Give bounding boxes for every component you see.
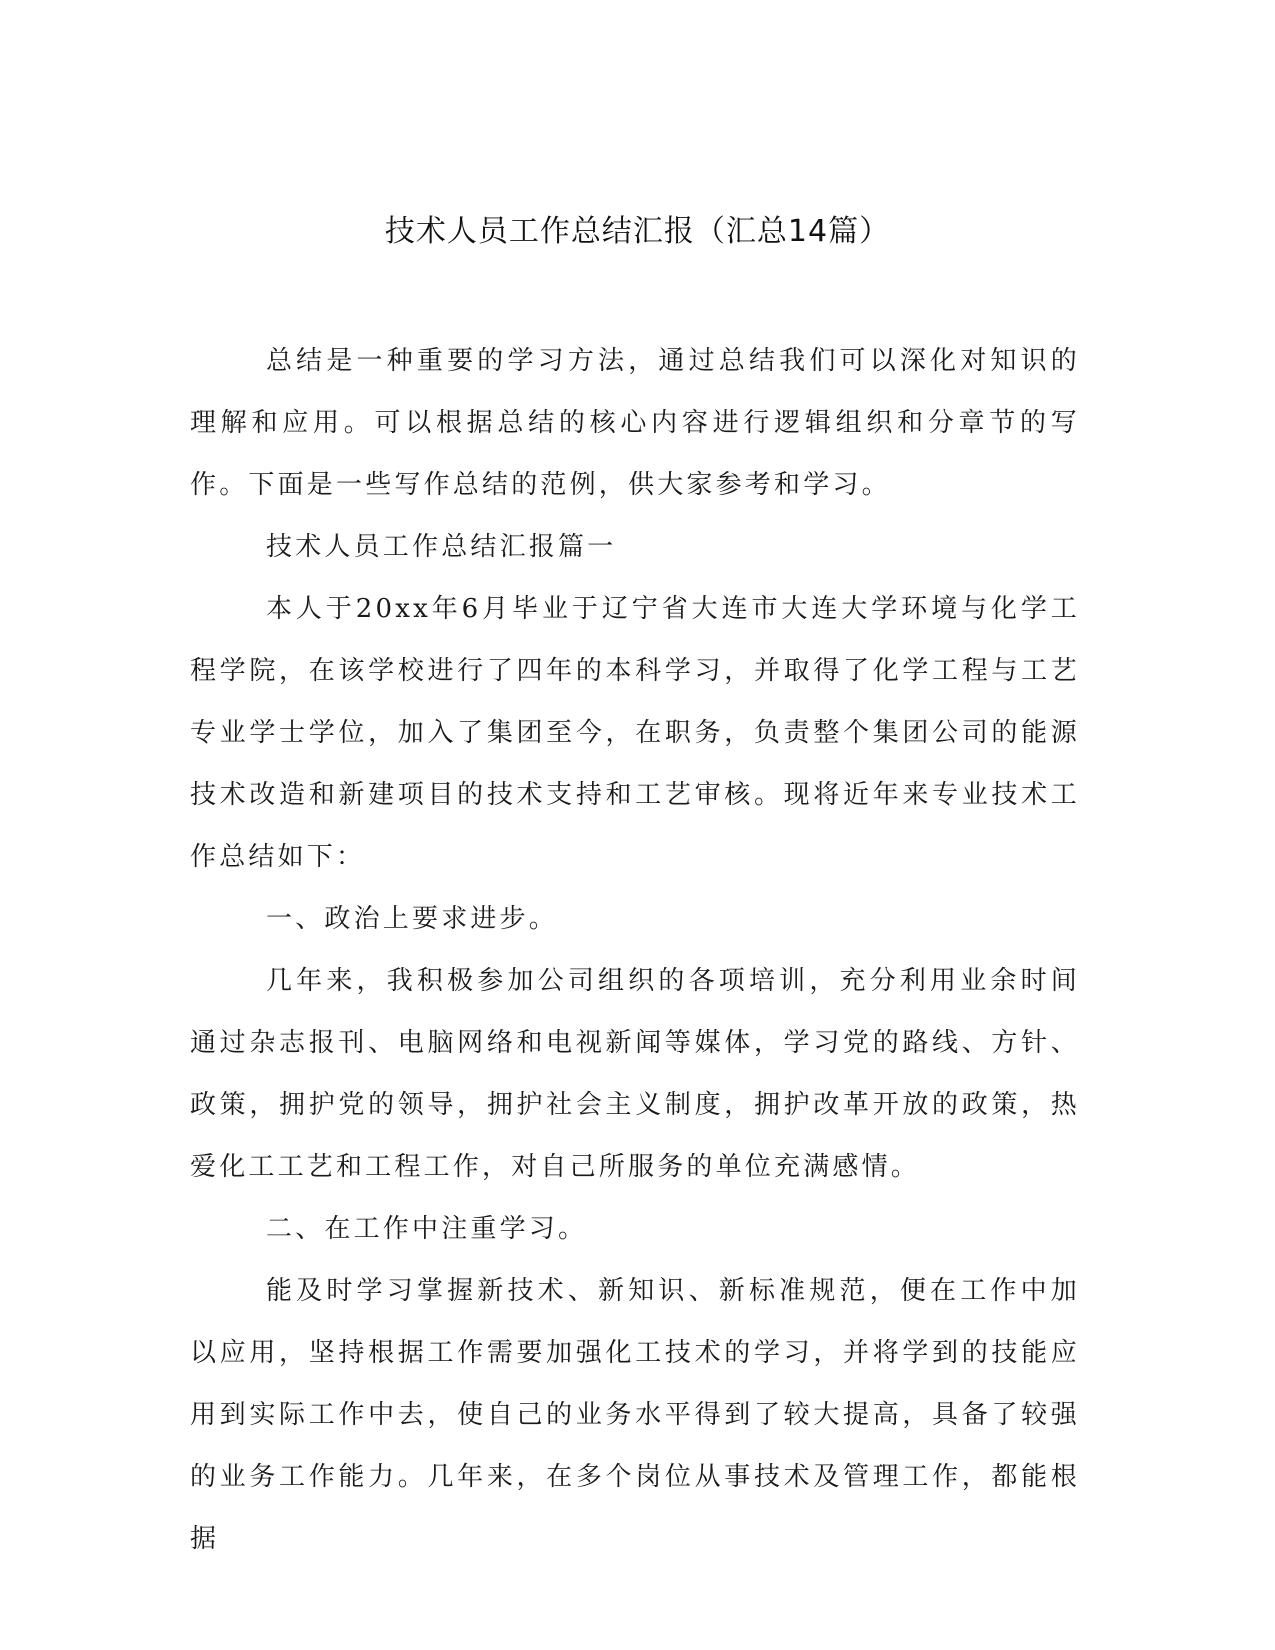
intro-paragraph: 总结是一种重要的学习方法，通过总结我们可以深化对知识的理解和应用。可以根据总结的核心内容进行逻辑组织和分章节的写作。下面是一些写作总结的范例，供大家参考和学习。 [190, 346, 1080, 500]
document-title: 技术人员工作总结汇报（汇总14篇） [384, 214, 891, 249]
section-heading-learning: 二、在工作中注重学习。 [266, 1214, 588, 1244]
document-body [190, 330, 1080, 1570]
politics-paragraph: 几年来，我积极参加公司组织的各项培训，充分利用业余时间通过杂志报刊、电脑网络和电视新闻等媒体，学习党的路线、方针、政策，拥护党的领导，拥护社会主义制度，拥护改革开放的政策，热爱化工工艺和工程工作，对自己所服务的单位充满感情。 [190, 966, 1080, 1182]
background-paragraph: 本人于20xx年6月毕业于辽宁省大连市大连大学环境与化学工程学院，在该学校进行了四年的本科学习，并取得了化学工程与工艺专业学士学位，加入了集团至今，在职务，负责整个集团公司的能源技术改造和新建项目的技术支持和工艺审核。现将近年来专业技术工作总结如下： [190, 594, 1080, 872]
section-heading-politics: 一、政治上要求进步。 [266, 904, 559, 934]
learning-paragraph: 能及时学习掌握新技术、新知识、新标准规范，便在工作中加以应用，坚持根据工作需要加强化工技术的学习，并将学到的技能应用到实际工作中去，使自己的业务水平得到了较大提高，具备了较强的业务工作能力。几年来，在多个岗位从事技术及管理工作，都能根据 [190, 1276, 1080, 1554]
section-heading-part-one: 技术人员工作总结汇报篇一 [266, 532, 617, 562]
